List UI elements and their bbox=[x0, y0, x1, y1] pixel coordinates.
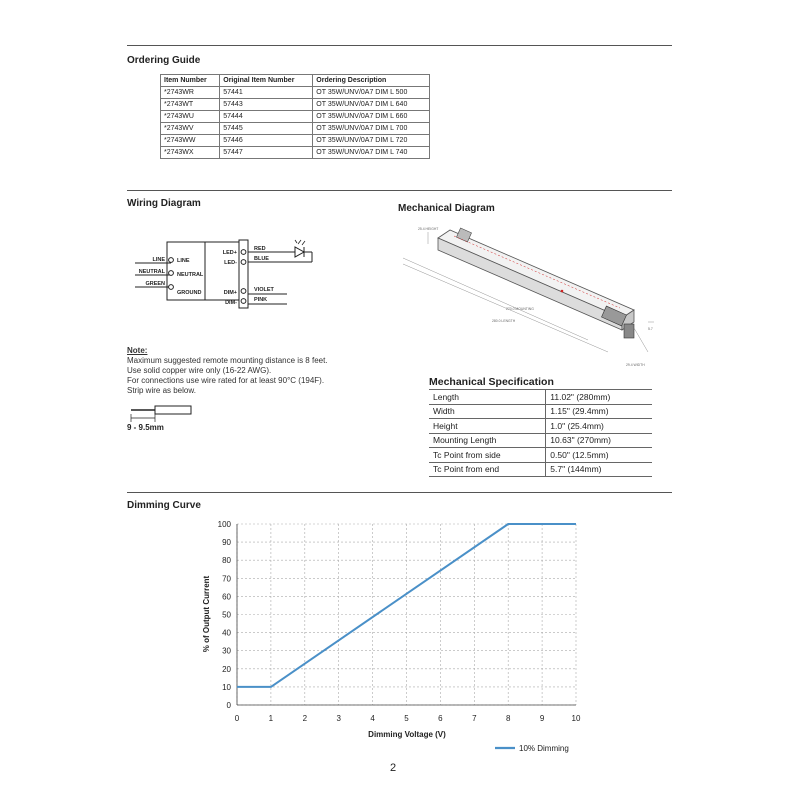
original-item-number: 57447 bbox=[220, 147, 313, 159]
original-item-number: 57441 bbox=[220, 87, 313, 99]
wire-label-pink: PINK bbox=[254, 297, 268, 303]
item-number: *2743WV bbox=[161, 123, 220, 135]
spec-label: Mounting Length bbox=[429, 433, 546, 448]
item-number: *2743WT bbox=[161, 99, 220, 111]
mechanical-diagram bbox=[398, 218, 660, 373]
terminal-screw bbox=[169, 258, 174, 263]
header-item-number: Item Number bbox=[161, 75, 220, 87]
ordering-header-row bbox=[161, 75, 430, 87]
terminal-label-led-minus: LED- bbox=[224, 260, 237, 266]
x-tick-label: 8 bbox=[505, 714, 511, 723]
strip-length-label: 9 - 9.5mm bbox=[127, 423, 164, 432]
driver-side-face bbox=[438, 238, 622, 330]
terminal-label-line: LINE bbox=[177, 258, 190, 264]
x-tick-label: 0 bbox=[234, 714, 240, 723]
x-tick-label: 1 bbox=[268, 714, 274, 723]
spec-value: 1.0" (25.4mm) bbox=[546, 419, 652, 434]
y-tick-label: 20 bbox=[222, 664, 231, 674]
terminal-label-ground: GROUND bbox=[177, 290, 202, 296]
note-line: Strip wire as below. bbox=[127, 386, 196, 395]
chart-legend bbox=[495, 744, 569, 753]
terminal-screw bbox=[241, 299, 246, 304]
section-rule bbox=[127, 492, 672, 493]
ordering-description: OT 35W/UNV/0A7 DIM L 640 bbox=[313, 99, 430, 111]
y-axis-label: % of Output Current bbox=[202, 575, 211, 653]
wire-label-red: RED bbox=[254, 246, 266, 252]
ordering-description: OT 35W/UNV/0A7 DIM L 660 bbox=[313, 111, 430, 123]
y-tick-label: 40 bbox=[222, 628, 231, 638]
mechanical-spec-title: Mechanical Specification bbox=[429, 376, 554, 388]
table-row bbox=[161, 87, 430, 99]
legend-label: 10% Dimming bbox=[519, 744, 569, 753]
width-dimension-label: 29.4 WIDTH bbox=[626, 363, 645, 367]
wire-label-neutral: NEUTRAL bbox=[138, 269, 165, 275]
terminal-screw bbox=[241, 250, 246, 255]
y-tick-label: 90 bbox=[222, 538, 231, 548]
ordering-guide-title: Ordering Guide bbox=[127, 55, 201, 66]
terminal-label-led-plus: LED+ bbox=[222, 250, 237, 256]
led-icon bbox=[295, 240, 312, 262]
terminal-screw bbox=[241, 260, 246, 265]
dimming-curve-title: Dimming Curve bbox=[127, 500, 201, 511]
spec-label: Tc Point from side bbox=[429, 448, 546, 463]
item-number: *2743WR bbox=[161, 87, 220, 99]
ordering-description: OT 35W/UNV/0A7 DIM L 740 bbox=[313, 147, 430, 159]
header-original-item-number: Original Item Number bbox=[220, 75, 313, 87]
spec-value: 10.63" (270mm) bbox=[546, 433, 652, 448]
length-dimension-label: 280.0 LENGTH bbox=[492, 319, 516, 323]
spec-value: 0.50" (12.5mm) bbox=[546, 448, 652, 463]
ordering-description: OT 35W/UNV/0A7 DIM L 720 bbox=[313, 135, 430, 147]
x-tick-label: 9 bbox=[539, 714, 545, 723]
x-tick-label: 4 bbox=[370, 714, 375, 723]
chart-grid bbox=[237, 524, 576, 705]
spec-value: 1.15" (29.4mm) bbox=[546, 404, 652, 419]
wire-label-blue: BLUE bbox=[254, 256, 269, 262]
y-tick-label: 70 bbox=[222, 574, 231, 584]
ordering-description: OT 35W/UNV/0A7 DIM L 700 bbox=[313, 123, 430, 135]
x-tick-label: 5 bbox=[404, 714, 409, 723]
spec-label: Tc Point from end bbox=[429, 462, 546, 477]
spec-value: 11.02" (280mm) bbox=[546, 390, 652, 405]
table-row bbox=[429, 404, 652, 419]
table-row bbox=[161, 135, 430, 147]
note-line: Use solid copper wire only (16-22 AWG). bbox=[127, 366, 272, 375]
header-ordering-description: Ordering Description bbox=[313, 75, 430, 87]
x-tick-label: 2 bbox=[302, 714, 308, 723]
y-tick-label: 10 bbox=[222, 682, 231, 692]
item-number: *2743WW bbox=[161, 135, 220, 147]
terminal-screw bbox=[169, 271, 174, 276]
wiring-diagram-title: Wiring Diagram bbox=[127, 198, 201, 209]
y-tick-label: 30 bbox=[222, 646, 231, 656]
terminal-screw bbox=[241, 289, 246, 294]
spec-label: Height bbox=[429, 419, 546, 434]
original-item-number: 57446 bbox=[220, 135, 313, 147]
wire-label-line: LINE bbox=[152, 257, 165, 263]
item-number: *2743WU bbox=[161, 111, 220, 123]
x-axis-label: Dimming Voltage (V) bbox=[368, 730, 446, 739]
top-rule bbox=[127, 45, 672, 46]
mechanical-diagram-title: Mechanical Diagram bbox=[398, 203, 495, 214]
table-row bbox=[429, 419, 652, 434]
terminal-label-dim-plus: DIM+ bbox=[223, 290, 237, 296]
end-dimension-label: 5.7 bbox=[648, 327, 653, 331]
y-tick-label: 0 bbox=[226, 701, 231, 710]
height-dimension-label: 25.4 HEIGHT bbox=[418, 227, 439, 231]
dimming-chart bbox=[195, 514, 595, 764]
x-tick-label: 10 bbox=[571, 714, 581, 723]
x-tick-label: 7 bbox=[472, 714, 477, 723]
driver-top-face bbox=[438, 230, 634, 318]
terminal-label-neutral: NEUTRAL bbox=[177, 272, 204, 278]
table-row bbox=[161, 99, 430, 111]
page-number: 2 bbox=[390, 762, 397, 774]
spec-value: 5.7" (144mm) bbox=[546, 462, 652, 477]
mechanical-spec-table bbox=[429, 389, 652, 477]
original-item-number: 57443 bbox=[220, 99, 313, 111]
note-line: For connections use wire rated for at least 90°C (194F). bbox=[127, 376, 325, 385]
y-tick-label: 60 bbox=[222, 592, 231, 602]
x-tick-label: 3 bbox=[336, 714, 341, 723]
y-tick-label: 80 bbox=[222, 556, 231, 566]
table-row bbox=[161, 123, 430, 135]
original-item-number: 57445 bbox=[220, 123, 313, 135]
ordering-table bbox=[160, 74, 430, 159]
table-row bbox=[429, 448, 652, 463]
spec-label: Length bbox=[429, 390, 546, 405]
wiring-notes bbox=[127, 346, 328, 396]
wire-strip-icon bbox=[127, 400, 197, 434]
table-row bbox=[429, 390, 652, 405]
chart-ticks bbox=[218, 520, 581, 723]
spec-label: Width bbox=[429, 404, 546, 419]
wire-label-green: GREEN bbox=[145, 281, 165, 287]
item-number: *2743WX bbox=[161, 147, 220, 159]
terminal-screw bbox=[169, 285, 174, 290]
tc-point-marker bbox=[561, 290, 564, 293]
table-row bbox=[429, 433, 652, 448]
table-row bbox=[161, 111, 430, 123]
y-tick-label: 50 bbox=[222, 610, 231, 620]
note-line: Maximum suggested remote mounting distance is 8 feet. bbox=[127, 356, 328, 365]
wire-label-violet: VIOLET bbox=[254, 287, 274, 293]
note-title: Note: bbox=[127, 346, 148, 355]
x-tick-label: 6 bbox=[438, 714, 443, 723]
original-item-number: 57444 bbox=[220, 111, 313, 123]
table-row bbox=[161, 147, 430, 159]
terminal-block-end bbox=[624, 324, 634, 338]
ordering-description: OT 35W/UNV/0A7 DIM L 500 bbox=[313, 87, 430, 99]
mounting-dimension-label: 270.0 MOUNTING bbox=[506, 307, 534, 311]
y-tick-label: 100 bbox=[217, 520, 231, 529]
table-row bbox=[429, 462, 652, 477]
section-rule bbox=[127, 190, 672, 191]
terminal-label-dim-minus: DIM- bbox=[225, 300, 237, 306]
wiring-diagram bbox=[127, 232, 327, 312]
